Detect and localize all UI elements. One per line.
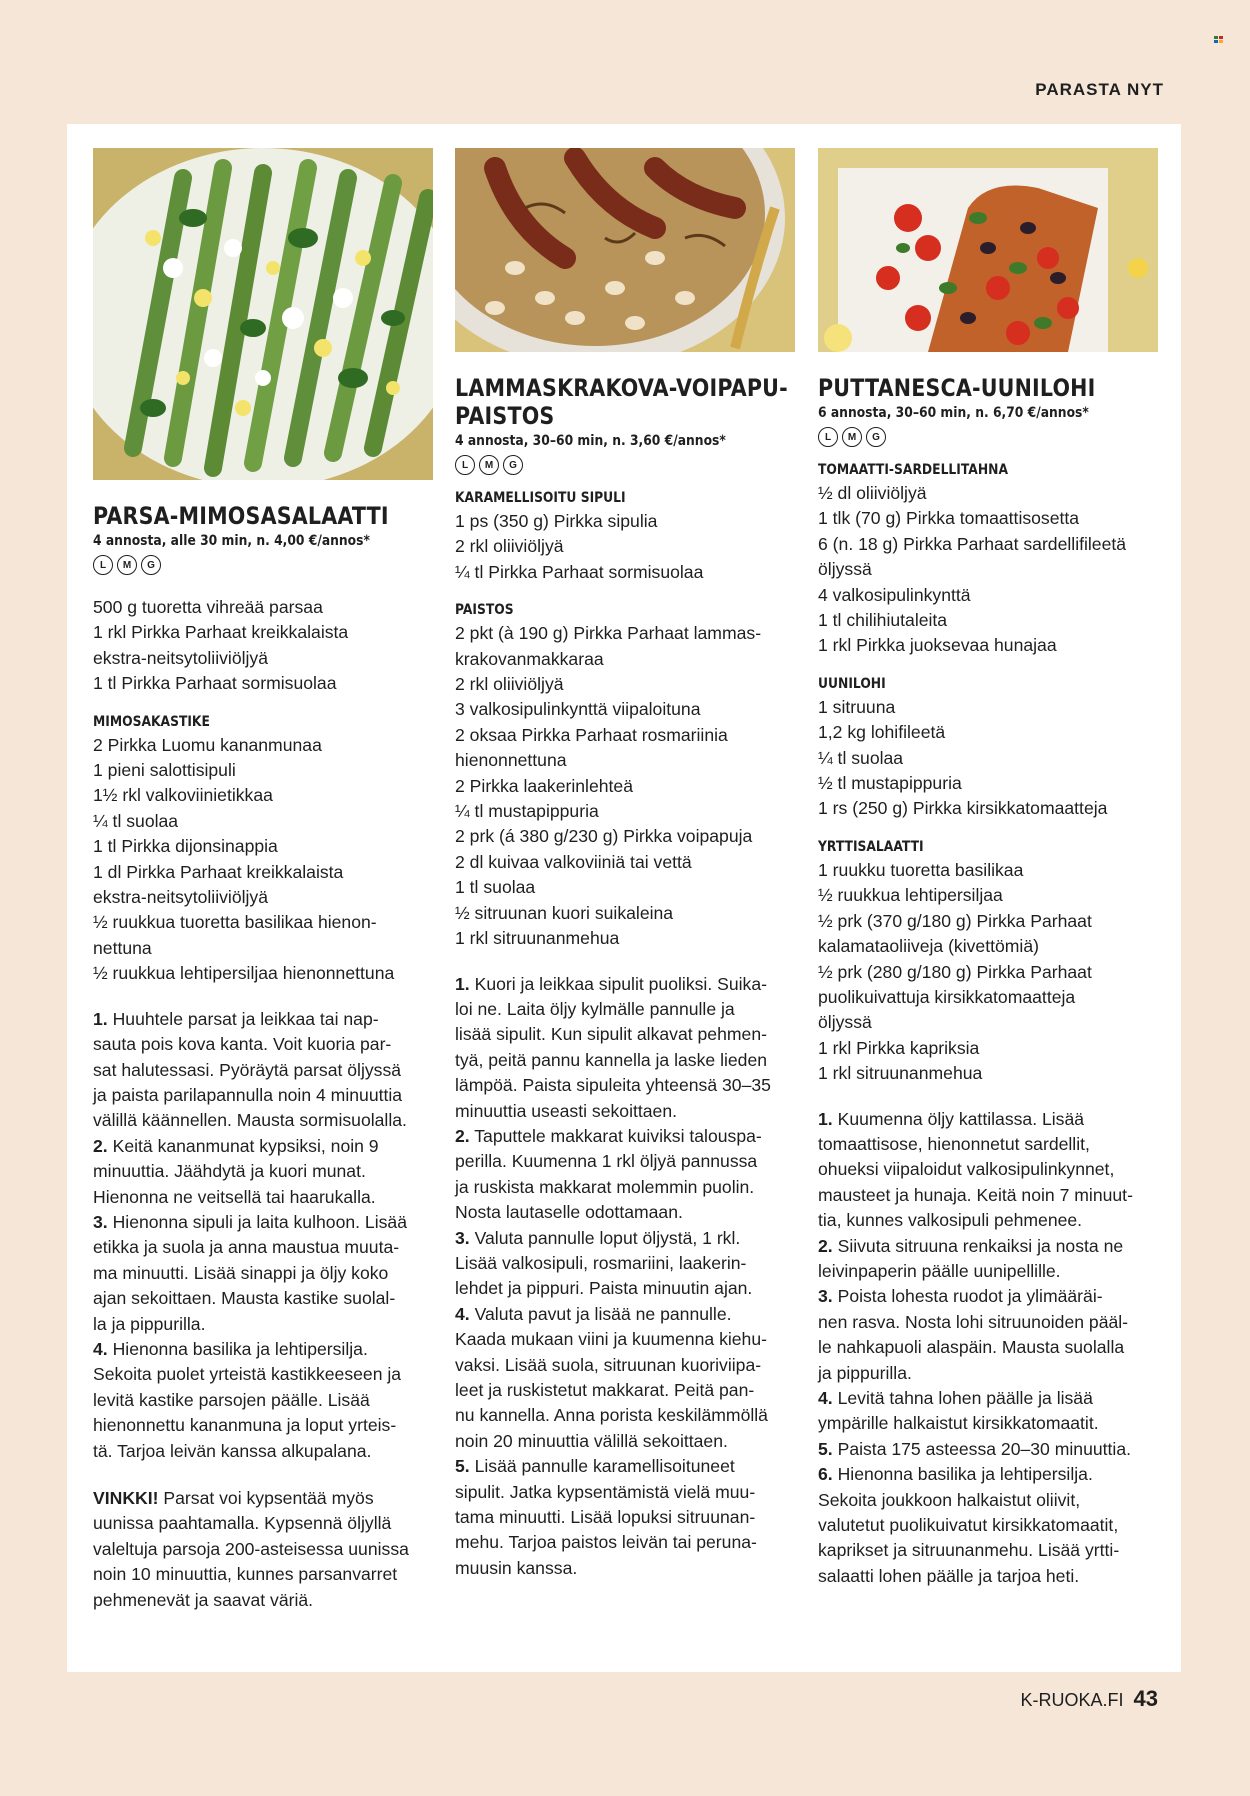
ingredient: ¼ tl Pirkka Parhaat sormisuolaa bbox=[455, 561, 704, 582]
step-line: muusin kanssa. bbox=[455, 1557, 578, 1578]
salmon-photo bbox=[818, 148, 1158, 352]
tip-line: pehmenevät ja saavat väriä. bbox=[93, 1589, 314, 1610]
ingredient: 1½ rkl valkoviinietikkaa bbox=[93, 785, 273, 806]
step-line: sauta pois kova kanta. Voit kuoria par- bbox=[93, 1034, 392, 1055]
milk-free-badge: M bbox=[117, 555, 137, 575]
step-line: la ja pippurilla. bbox=[93, 1313, 206, 1334]
lactose-free-badge: L bbox=[93, 555, 113, 575]
method-step: 1. Kuumenna öljy kattilassa. Lisää bbox=[818, 1108, 1085, 1129]
step-line: valutetut puolikuivatut kirsikkatomaatit, bbox=[818, 1515, 1119, 1536]
step-line: mausteet ja hunaja. Keitä noin 7 minuut- bbox=[818, 1184, 1133, 1205]
corner-mark-icon bbox=[1214, 36, 1224, 44]
ingredient: 6 (n. 18 g) Pirkka Parhaat sardellifileetä bbox=[818, 533, 1127, 554]
site-link[interactable]: K-RUOKA.FI bbox=[1020, 1690, 1124, 1710]
step-line: levitä kastike parsojen päälle. Lisää bbox=[93, 1389, 370, 1410]
lactose-free-badge: L bbox=[455, 455, 475, 475]
step-line: Nosta lautaselle odottamaan. bbox=[455, 1202, 683, 1223]
ingredient: hienonnettuna bbox=[455, 750, 567, 771]
ingredient: ¼ tl mustapippuria bbox=[455, 801, 599, 822]
ingredient: ½ tl mustapippuria bbox=[818, 773, 962, 794]
ingredient-list bbox=[93, 733, 433, 987]
ingredient: 2 prk (á 380 g/230 g) Pirkka voipapuja bbox=[455, 826, 753, 847]
step-line: lisää sipulit. Kun sipulit alkavat pehmen- bbox=[455, 1024, 767, 1045]
ingredient: ekstra-neitsytoliiviöljyä bbox=[93, 647, 269, 668]
method-step: 1. Kuori ja leikkaa sipulit puoliksi. Suika- bbox=[455, 973, 767, 994]
step-line: ma minuutti. Lisää sinappi ja öljy koko bbox=[93, 1262, 389, 1283]
ingredient: 1 pieni salottisipuli bbox=[93, 760, 236, 781]
recipe-meta: 4 annosta, alle 30 min, n. 4,00 €/annos* bbox=[93, 533, 370, 549]
ingredient: ½ ruukkua lehtipersiljaa hienonnettuna bbox=[93, 963, 395, 984]
ingredient: ½ prk (280 g/180 g) Pirkka Parhaat bbox=[818, 961, 1092, 982]
step-line: lehdet ja pippuri. Paista minuutin ajan. bbox=[455, 1278, 753, 1299]
ingredient: 1 tlk (70 g) Pirkka tomaattisosetta bbox=[818, 508, 1080, 529]
salmon-tray-image-icon bbox=[818, 148, 1158, 352]
ingredient-list bbox=[455, 509, 795, 585]
sausage-photo bbox=[455, 148, 795, 352]
ingredient: öljyssä bbox=[818, 559, 872, 580]
step-line: ajan sekoittaen. Mausta kastike suolal- bbox=[93, 1288, 396, 1309]
milk-free-badge: M bbox=[479, 455, 499, 475]
step-line: nu kannella. Anna porista keskilämmöllä bbox=[455, 1405, 768, 1426]
gluten-free-badge: G bbox=[141, 555, 161, 575]
ingredient-group-heading: TOMAATTI-SARDELLITAHNA bbox=[818, 462, 1008, 478]
ingredient-list bbox=[818, 695, 1158, 822]
step-line: välillä käännellen. Mausta sormisuolalla. bbox=[93, 1110, 407, 1131]
step-line: minuuttia. Jäähdytä ja kuori munat. bbox=[93, 1161, 366, 1182]
diet-badges bbox=[818, 427, 1158, 447]
ingredient: 1 rkl Pirkka Parhaat kreikkalaista bbox=[93, 622, 349, 643]
milk-free-badge: M bbox=[842, 427, 862, 447]
step-line: ympärille halkaistut kirsikkatomaatit. bbox=[818, 1413, 1099, 1434]
ingredient: ½ ruukkua lehtipersiljaa bbox=[818, 885, 1003, 906]
tip-line: valeltuja parsoja 200-asteisessa uunissa bbox=[93, 1538, 409, 1559]
ingredient-group-heading: UUNILOHI bbox=[818, 675, 886, 692]
method-steps bbox=[93, 1007, 433, 1464]
ingredient: 1 rs (250 g) Pirkka kirsikkatomaatteja bbox=[818, 798, 1108, 819]
diet-badges bbox=[93, 555, 433, 575]
ingredient: 2 rkl oliiviöljyä bbox=[455, 674, 564, 695]
ingredient: nettuna bbox=[93, 937, 152, 958]
method-step: 1. Huuhtele parsat ja leikkaa tai nap- bbox=[93, 1008, 379, 1029]
ingredient: 1 sitruuna bbox=[818, 696, 896, 717]
step-line: noin 20 minuuttia välillä sekoittaen. bbox=[455, 1430, 728, 1451]
ingredient: 1 rkl sitruunanmehua bbox=[455, 928, 620, 949]
step-line: ja ruskista makkarat molemmin puolin. bbox=[455, 1176, 755, 1197]
ingredient: 1 rkl Pirkka kapriksia bbox=[818, 1037, 980, 1058]
ingredient: ½ sitruunan kuori suikaleina bbox=[455, 902, 674, 923]
step-line: lämpöä. Paista sipuleita yhteensä 30–35 bbox=[455, 1075, 771, 1096]
asparagus-photo bbox=[93, 148, 433, 480]
gluten-free-badge: G bbox=[503, 455, 523, 475]
step-line: tama minuutti. Lisää lopuksi sitruunan- bbox=[455, 1507, 756, 1528]
ingredient-group-heading: KARAMELLISOITU SIPULI bbox=[455, 490, 626, 506]
ingredient: 1 dl Pirkka Parhaat kreikkalaista bbox=[93, 861, 344, 882]
ingredient: 2 pkt (à 190 g) Pirkka Parhaat lammas- bbox=[455, 623, 762, 644]
ingredient-list bbox=[455, 621, 795, 951]
page-footer bbox=[1021, 1686, 1159, 1712]
gluten-free-badge: G bbox=[866, 427, 886, 447]
method-step: 4. Valuta pavut ja lisää ne pannulle. bbox=[455, 1303, 732, 1324]
step-line: leivinpaperin päälle uunipellille. bbox=[818, 1260, 1061, 1281]
ingredient: 3 valkosipulinkynttä viipaloituna bbox=[455, 699, 701, 720]
recipe-column-asparagus bbox=[93, 148, 433, 1613]
sausage-pan-image-icon bbox=[455, 148, 795, 352]
step-line: Lisää valkosipuli, rosmariini, laakerin- bbox=[455, 1252, 747, 1273]
step-line: perilla. Kuumenna 1 rkl öljyä pannussa bbox=[455, 1151, 758, 1172]
ingredient-group-heading: PAISTOS bbox=[455, 602, 514, 619]
step-line: leet ja ruskistetut makkarat. Peitä pan- bbox=[455, 1380, 755, 1400]
step-line: tomaattisose, hienonnetut sardellit, bbox=[818, 1133, 1090, 1154]
step-line: le nahkapuoli alaspäin. Mausta suolalla bbox=[818, 1337, 1125, 1358]
ingredient: 1,2 kg lohifileetä bbox=[818, 722, 946, 743]
ingredient: ¼ tl suolaa bbox=[818, 747, 904, 768]
method-step: 4. Levitä tahna lohen päälle ja lisää bbox=[818, 1388, 1093, 1408]
step-line: kaprikset ja sitruunanmehu. Lisää yrtti- bbox=[818, 1540, 1120, 1561]
method-step: 2. Siivuta sitruuna renkaiksi ja nosta ne bbox=[818, 1235, 1124, 1256]
step-line: minuuttia useasti sekoittaen. bbox=[455, 1100, 678, 1121]
method-step: 2. Keitä kananmunat kypsiksi, noin 9 bbox=[93, 1135, 379, 1156]
recipe-column-lamb-sausage bbox=[455, 148, 795, 1581]
ingredient: krakovanmakkaraa bbox=[455, 648, 604, 669]
ingredient: 2 oksaa Pirkka Parhaat rosmariinia bbox=[455, 724, 728, 745]
ingredient: 4 valkosipulinkynttä bbox=[818, 584, 971, 605]
ingredient-list bbox=[818, 481, 1158, 659]
step-line: salaatti lohen päälle ja tarjoa heti. bbox=[818, 1565, 1080, 1586]
ingredient: 2 rkl oliiviöljyä bbox=[455, 536, 564, 557]
ingredient-group-heading: YRTTISALAATTI bbox=[818, 838, 924, 855]
tip-line: VINKKI! Parsat voi kypsentää myös bbox=[93, 1488, 374, 1508]
step-line: Kaada mukaan viini ja kuumenna kiehu- bbox=[455, 1329, 767, 1350]
step-line: mehu. Tarjoa paistos leivän tai peruna- bbox=[455, 1532, 757, 1553]
step-line: Sekoita joukkoon halkaistut oliivit, bbox=[818, 1489, 1081, 1510]
ingredient: 1 tl Pirkka dijonsinappia bbox=[93, 836, 278, 857]
tip-line: noin 10 minuuttia, kunnes parsanvarret bbox=[93, 1564, 398, 1585]
method-step: 3. Valuta pannulle loput öljystä, 1 rkl. bbox=[455, 1227, 741, 1248]
step-line: ohueksi viipaloidut valkosipulinkynnet, bbox=[818, 1159, 1115, 1180]
ingredient: 1 tl suolaa bbox=[455, 877, 536, 898]
method-step: 5. Paista 175 asteessa 20–30 minuuttia. bbox=[818, 1438, 1132, 1459]
ingredient: 1 rkl sitruunanmehua bbox=[818, 1063, 983, 1084]
ingredient: öljyssä bbox=[818, 1012, 872, 1033]
step-line: sat halutessasi. Pyöräytä parsat öljyssä bbox=[93, 1059, 402, 1080]
tip-line: uunissa paahtamalla. Kypsennä öljyllä bbox=[93, 1513, 392, 1534]
ingredient-list bbox=[818, 858, 1158, 1087]
step-line: ja paista parilapannulla noin 4 minuuttia bbox=[93, 1084, 403, 1105]
method-step: 6. Hienonna basilika ja lehtipersilja. bbox=[818, 1464, 1093, 1485]
section-tag: PARASTA NYT bbox=[1035, 80, 1164, 99]
method-steps bbox=[455, 972, 795, 1582]
method-step: 3. Poista lohesta ruodot ja ylimääräi- bbox=[818, 1286, 1103, 1307]
recipe-column-salmon bbox=[818, 148, 1158, 1589]
recipe-card bbox=[67, 124, 1181, 1672]
step-line: hienonnettu kananmuna ja loput yrteis- bbox=[93, 1415, 397, 1436]
step-line: nen rasva. Nosta lohi sitruunoiden pääl- bbox=[818, 1311, 1129, 1332]
recipe-meta: 6 annosta, 30–60 min, n. 6,70 €/annos* bbox=[818, 405, 1089, 421]
recipe-title: PUTTANESCA-UUNILOHI bbox=[818, 374, 1096, 402]
step-line: Hienonna ne veitsellä tai haarukalla. bbox=[93, 1186, 376, 1207]
ingredient: ¼ tl suolaa bbox=[93, 810, 179, 831]
ingredient: 1 ps (350 g) Pirkka sipulia bbox=[455, 511, 658, 531]
step-line: tia, kunnes valkosipuli pehmenee. bbox=[818, 1210, 1083, 1231]
ingredient: ½ ruukkua tuoretta basilikaa hienon- bbox=[93, 912, 377, 933]
tip-box bbox=[93, 1486, 433, 1613]
ingredient-list bbox=[93, 595, 433, 697]
ingredient: kalamataoliiveja (kivettömiä) bbox=[818, 936, 1039, 957]
method-steps bbox=[818, 1107, 1158, 1590]
method-step: 4. Hienonna basilika ja lehtipersilja. bbox=[93, 1338, 368, 1359]
step-line: loi ne. Laita öljy kylmälle pannulle ja bbox=[455, 998, 735, 1019]
step-line: tä. Tarjoa leivän kanssa alkupalana. bbox=[93, 1440, 372, 1461]
method-step: 2. Taputtele makkarat kuiviksi talouspa- bbox=[455, 1125, 762, 1146]
ingredient: 500 g tuoretta vihreää parsaa bbox=[93, 597, 323, 617]
recipe-title: PARSA-MIMOSASALAATTI bbox=[93, 502, 389, 530]
ingredient: ½ dl oliiviöljyä bbox=[818, 483, 927, 503]
step-line: etikka ja suola ja anna maustua muuta- bbox=[93, 1237, 400, 1258]
ingredient: ½ prk (370 g/180 g) Pirkka Parhaat bbox=[818, 910, 1092, 931]
lactose-free-badge: L bbox=[818, 427, 838, 447]
asparagus-image-icon bbox=[93, 148, 433, 480]
ingredient: 1 rkl Pirkka juoksevaa hunajaa bbox=[818, 635, 1057, 656]
ingredient: ekstra-neitsytoliiviöljyä bbox=[93, 887, 269, 908]
diet-badges bbox=[455, 455, 795, 475]
step-line: vaksi. Lisää suola, sitruunan kuoriviipa- bbox=[455, 1354, 762, 1375]
ingredient: 2 dl kuivaa valkoviiniä tai vettä bbox=[455, 851, 692, 872]
step-line: Sekoita puolet yrteistä kastikkeeseen ja bbox=[93, 1364, 402, 1385]
ingredient: puolikuivattuja kirsikkatomaatteja bbox=[818, 986, 1076, 1007]
method-step: 3. Hienonna sipuli ja laita kulhoon. Lisää bbox=[93, 1211, 407, 1232]
page-number: 43 bbox=[1133, 1686, 1158, 1711]
recipe-title: LAMMASKRAKOVA-VOIPAPU- PAISTOS bbox=[455, 374, 788, 430]
ingredient-group-heading: MIMOSAKASTIKE bbox=[93, 713, 210, 730]
step-line: tyä, peitä pannu kannella ja laske lieden bbox=[455, 1049, 768, 1070]
ingredient: 2 Pirkka Luomu kananmunaa bbox=[93, 734, 322, 755]
ingredient: 2 Pirkka laakerinlehteä bbox=[455, 775, 633, 796]
recipe-meta: 4 annosta, 30–60 min, n. 3,60 €/annos* bbox=[455, 433, 726, 449]
ingredient: 1 tl chilihiutaleita bbox=[818, 610, 948, 631]
ingredient: 1 ruukku tuoretta basilikaa bbox=[818, 859, 1024, 880]
step-line: ja pippurilla. bbox=[818, 1362, 912, 1383]
ingredient: 1 tl Pirkka Parhaat sormisuolaa bbox=[93, 673, 337, 694]
method-step: 5. Lisää pannulle karamellisoituneet bbox=[455, 1456, 735, 1477]
step-line: sipulit. Jatka kypsentämistä vielä muu- bbox=[455, 1481, 756, 1502]
